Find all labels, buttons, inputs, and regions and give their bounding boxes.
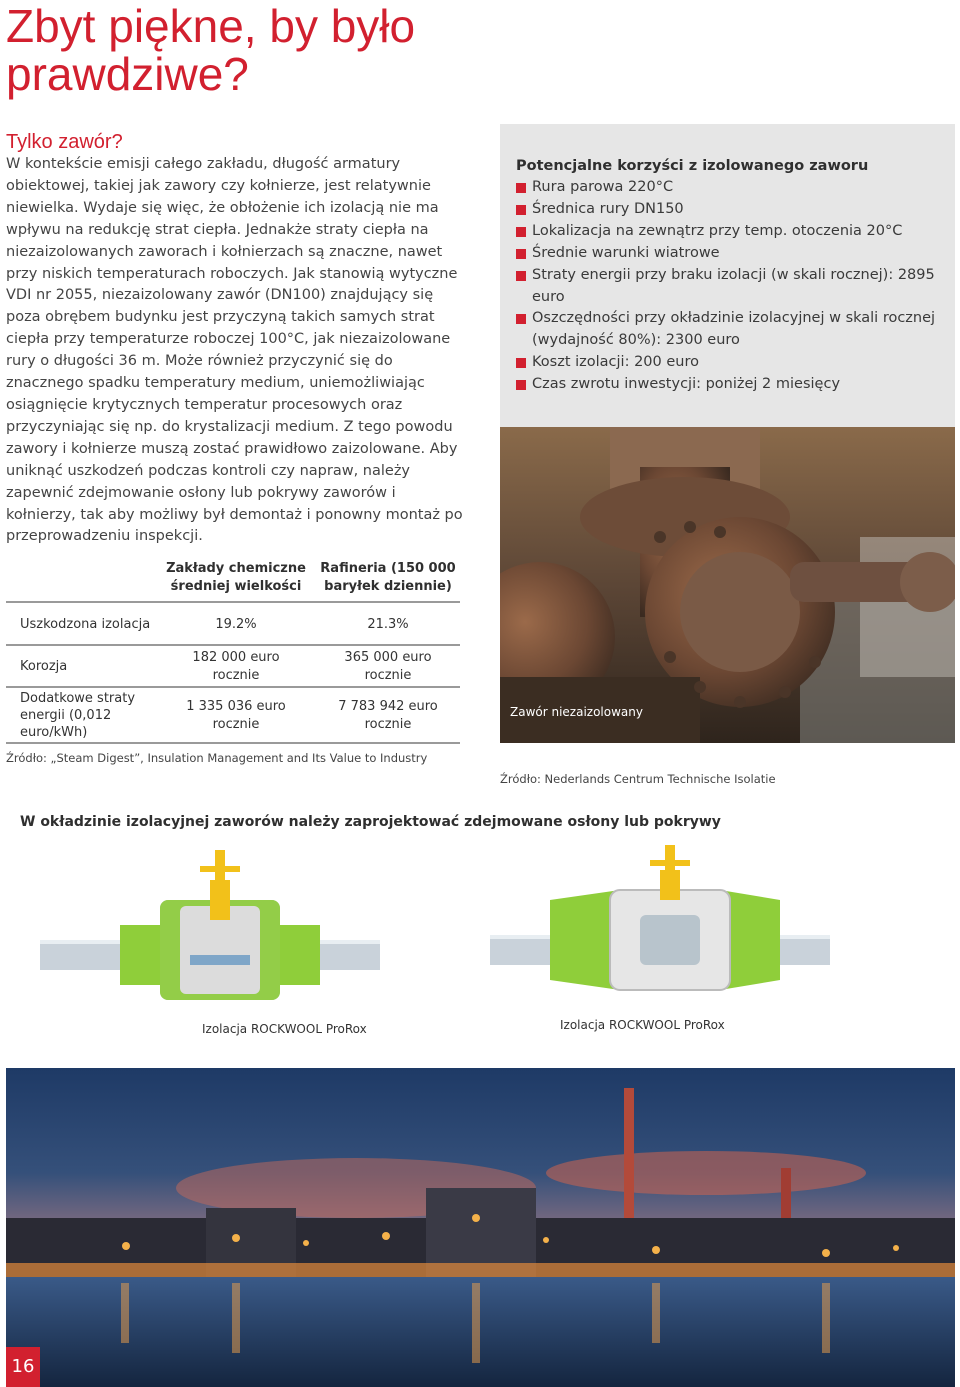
plant-at-night-illustration: [6, 1068, 955, 1387]
photo-source: Źródło: Nederlands Centrum Technische Isolatie: [500, 772, 776, 786]
square-bullet-icon: [516, 271, 526, 281]
row-value-chemical: 19.2%: [215, 617, 257, 632]
square-bullet-icon: [516, 227, 526, 237]
benefit-item: Oszczędności przy okładzinie izolacyjnej w skali rocznej (wydajność 80%): 2300 euro: [516, 308, 939, 352]
table-header-chemical: Zakłady chemiczne średniej wielkości: [166, 561, 306, 594]
square-bullet-icon: [516, 314, 526, 324]
row-value-refinery: 21.3%: [367, 617, 409, 632]
row-value-refinery: 365 000 euro rocznie: [344, 650, 432, 683]
article-body: W kontekście emisji całego zakładu, długość armatury obiektowej, takiej jak zawory czy kołnierze, jest relatywnie niewielka. Wydaje się więc, że obłożenie ich izolacją nie ma wpływu na redukcję strat ciepła. Jednakże straty ciepła na niezaizolowanych zaworach i kołnierzach są znaczne, nawet przy niskich temperaturach roboczych. Jak stanowią wytyczne VDI nr 2055, niezaizolowany zawór (DN100) znajdujący się poza obrębem budynku jest przyczyną takich samych strat ciepła przy temperaturze roboczej 100°C, jak niezaizolowane rury o długości 36 m. Może również przyczynić się do znacznego spadku temperatury medium, uniemożliwiając osiągnięcie krytycznych temperatur procesowych oraz przyczyniając się np. do krystalizacji medium. Z tego powodu zawory i kołnierze muszą zostać prawidłowo zaizolowane. Aby uniknąć uszkodzeń podczas kontroli czy napraw, należy zapewnić zdejmowanie osłony lub pokrywy zaworów i kołnierzy, tak aby możliwy był demontaż i ponowny montaż po przeprowadzeniu inspekcji.: [6, 156, 463, 545]
valve-photo-illustration: [500, 427, 955, 743]
square-bullet-icon: [516, 183, 526, 193]
row-value-chemical: 1 335 036 euro rocznie: [186, 699, 286, 732]
table-row: [6, 644, 460, 686]
article-subheading: Tylko zawór?: [6, 131, 123, 153]
benefit-item: Rura parowa 220°C: [516, 177, 939, 199]
benefit-item: Średnica rury DN150: [516, 199, 939, 221]
diagram-right-label: Izolacja ROCKWOOL ProRox: [560, 1018, 725, 1032]
row-value-refinery: 7 783 942 euro rocznie: [338, 699, 438, 732]
row-label: Korozja: [20, 659, 68, 674]
benefits-panel: [500, 124, 955, 427]
benefits-list: [516, 177, 939, 396]
row-label: Uszkodzona izolacja: [20, 617, 151, 632]
table-row: [6, 686, 460, 744]
diagram-left-label: Izolacja ROCKWOOL ProRox: [202, 1022, 367, 1036]
benefits-heading: Potencjalne korzyści z izolowanego zaworu: [516, 158, 869, 174]
benefit-item: Średnie warunki wiatrowe: [516, 243, 939, 265]
uninsulated-valve-photo: [500, 427, 955, 743]
valve-cover-diagram-right: [490, 840, 830, 1020]
table-header-refinery: Rafineria (150 000 baryłek dziennie): [320, 561, 456, 594]
table-source: Źródło: „Steam Digest”, Insulation Management and Its Value to Industry: [6, 751, 428, 765]
table-row: [6, 601, 460, 644]
square-bullet-icon: [516, 380, 526, 390]
article: [6, 130, 468, 548]
page-title: Zbyt piękne, by było prawdziwe?: [6, 0, 416, 100]
industrial-night-photo: [6, 1068, 955, 1387]
valve-cover-diagram-left: [40, 840, 380, 1020]
square-bullet-icon: [516, 249, 526, 259]
photo-label: Zawór niezaizolowany: [510, 705, 643, 719]
row-value-chemical: 182 000 euro rocznie: [192, 650, 280, 683]
diagram-title: W okładzinie izolacyjnej zaworów należy zaprojektować zdejmowane osłony lub pokrywy: [20, 814, 721, 830]
square-bullet-icon: [516, 205, 526, 215]
benefit-item: Koszt izolacji: 200 euro: [516, 352, 939, 374]
benefit-item: Straty energii przy braku izolacji (w skali rocznej): 2895 euro: [516, 265, 939, 309]
square-bullet-icon: [516, 358, 526, 368]
page-number: 16: [6, 1347, 40, 1387]
row-label: Dodatkowe straty energii (0,012 euro/kWh): [20, 691, 136, 740]
benefit-item: Lokalizacja na zewnątrz przy temp. otoczenia 20°C: [516, 221, 939, 243]
benefit-item: Czas zwrotu inwestycji: poniżej 2 miesięcy: [516, 374, 939, 396]
